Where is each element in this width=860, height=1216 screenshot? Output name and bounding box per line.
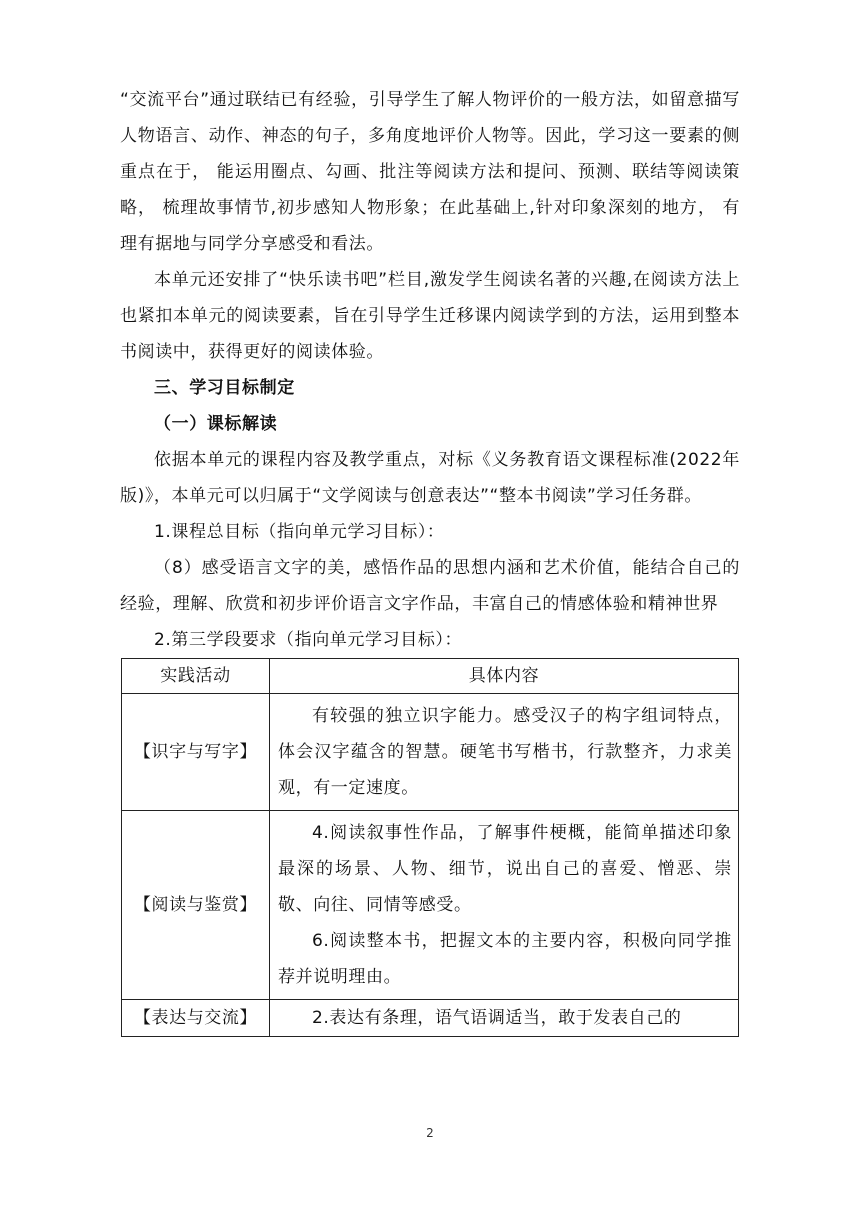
header-activity: 实践活动 xyxy=(122,659,270,694)
row-activity: 【表达与交流】 xyxy=(122,1000,270,1037)
paragraph-exchange-platform: “交流平台”通过联结已有经验，引导学生了解人物评价的一般方法，如留意描写人物语言、动作、神态的句子，多角度地评价人物等。因此，学习这一要素的侧重点在于， 能运用圈点、勾画、批注等阅读方法和提问、预测、联结等阅读策略， 梳理故事情节,初步感知人物形象；在此基础上,针对印象深刻的地方， 有理有据地与同学分享感受和看法。 xyxy=(120,90,740,254)
content-paragraph: 4.阅读叙事性作品，了解事件梗概，能简单描述印象最深的场景、人物、细节，说出自己的喜爱、憎恶、崇敬、向往、同情等感受。 xyxy=(278,823,732,915)
paragraph-overall-goal-label: 1.课程总目标（指向单元学习目标）： xyxy=(154,522,445,542)
table-row xyxy=(122,1000,739,1037)
paragraph-goal-8: （8）感受语言文字的美，感悟作品的思想内涵和艺术价值，能结合自己的经验，理解、欣赏和初步评价语言文字作品，丰富自己的情感体验和精神世界 xyxy=(120,558,740,614)
row-activity: 【阅读与鉴赏】 xyxy=(122,811,270,1000)
subsection-heading-curriculum: （一）课标解读 xyxy=(154,414,278,434)
section-heading-learning-goals: 三、学习目标制定 xyxy=(154,378,295,398)
row-content xyxy=(270,694,739,811)
paragraph-stage-requirements-label: 2.第三学段要求（指向单元学习目标）： xyxy=(154,630,463,650)
content-paragraph: 2.表达有条理，语气语调适当，敢于发表自己的 xyxy=(312,1008,682,1028)
table-row xyxy=(122,694,739,811)
content-paragraph: 有较强的独立识字能力。感受汉子的构字组词特点，体会汉字蕴含的智慧。硬笔书写楷书，行款整齐，力求美观，有一定速度。 xyxy=(278,706,732,798)
paragraph-happy-reading: 本单元还安排了“快乐读书吧”栏目,激发学生阅读名著的兴趣,在阅读方法上也紧扣本单元的阅读要素，旨在引导学生迁移课内阅读学到的方法，运用到整本书阅读中，获得更好的阅读体验。 xyxy=(120,270,740,362)
page-content xyxy=(120,82,740,1037)
table-row xyxy=(122,811,739,1000)
table-header-row xyxy=(122,659,739,694)
content-paragraph: 6.阅读整本书，把握文本的主要内容，积极向同学推荐并说明理由。 xyxy=(278,931,732,987)
paragraph-curriculum-basis: 依据本单元的课程内容及教学重点，对标《义务教育语文课程标准(2022年版)》，本单元可以归属于“文学阅读与创意表达”“整本书阅读”学习任务群。 xyxy=(120,450,740,506)
row-content xyxy=(270,811,739,1000)
row-activity: 【识字与写字】 xyxy=(122,694,270,811)
requirements-table xyxy=(121,658,739,1037)
page-number: 2 xyxy=(426,1126,434,1140)
header-content: 具体内容 xyxy=(270,659,739,694)
row-content xyxy=(270,1000,739,1037)
